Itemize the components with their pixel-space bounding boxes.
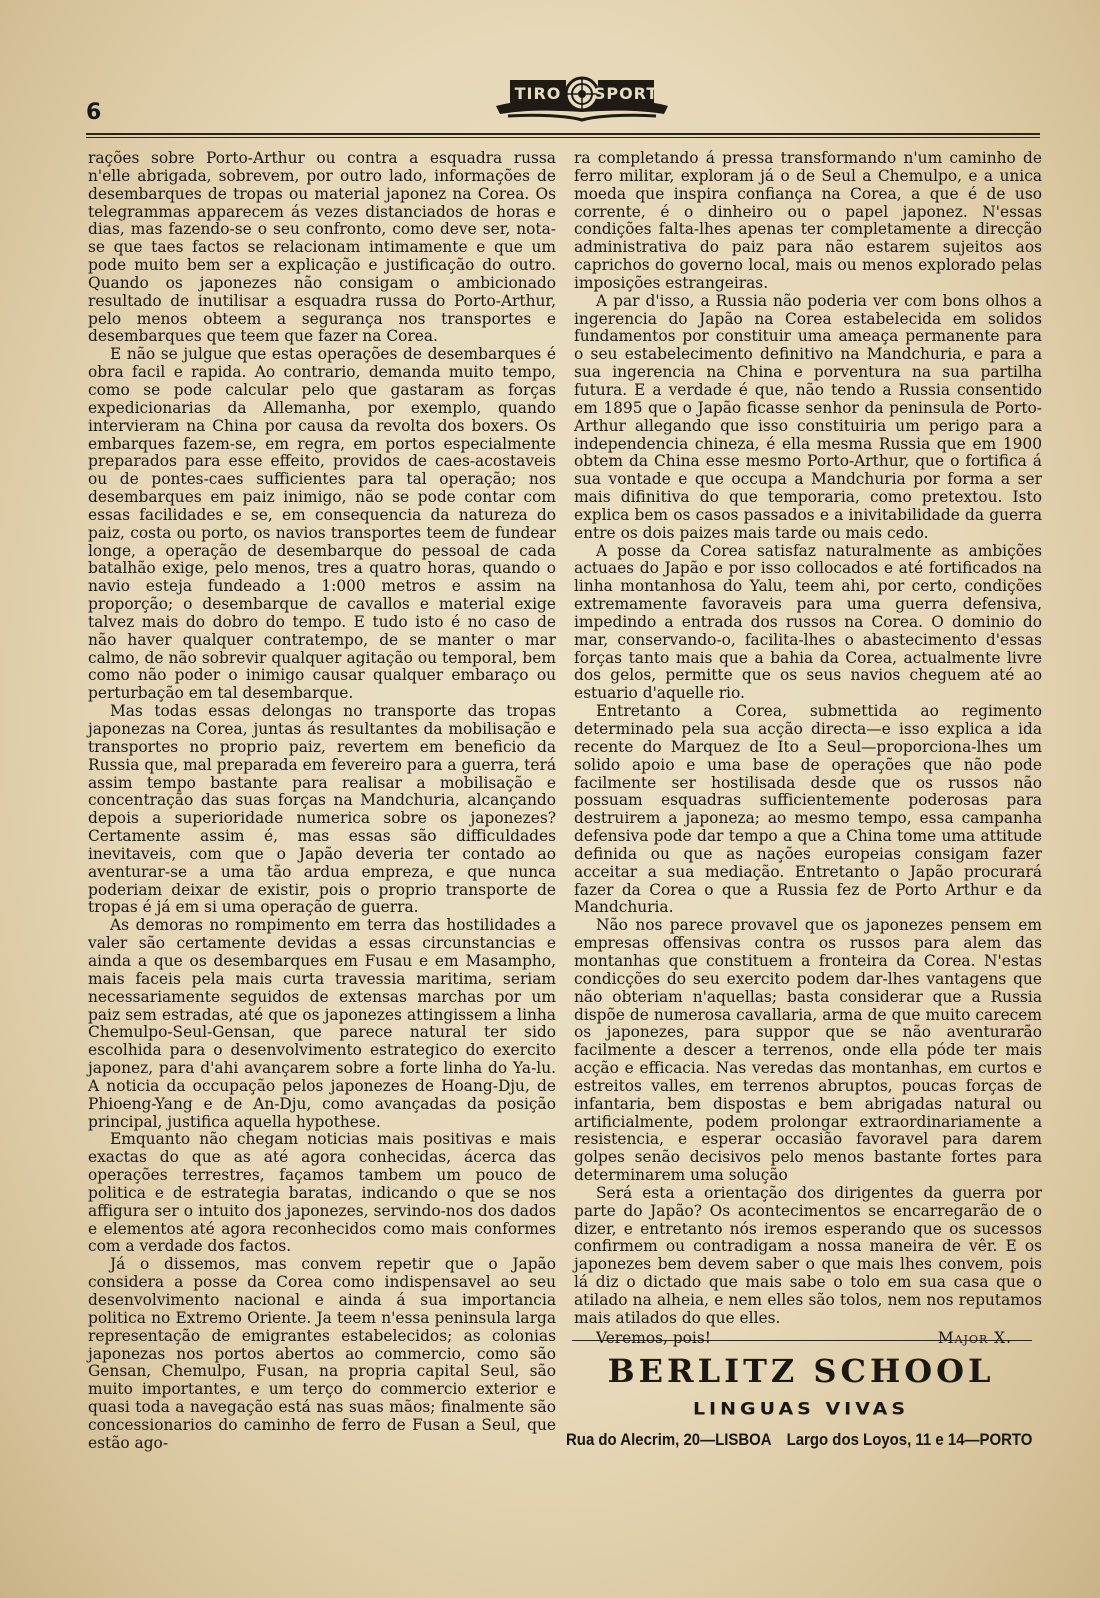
closing-line: Veremos, pois! xyxy=(596,1328,711,1347)
paragraph: Não nos parece provavel que os japonezes pensem em empresas offensivas contra os russos para alem das montanhas que constituem a fronteira da Corea. N'estas condicções do seu exercito podem dar-lhes vantagens que não obteriam n'aquellas; basta considerar que a Russia dispõe de numerosa cavallaria, arma de que muito carecem os japonezes, para suppor que se não aventurarão facilmente a descer a terrenos, onde ella póde ter mais acção e efficacia. Nas veredas das montanhas, em curtos e estreitos valles, em terrenos abruptos, poucas forças de infantaria, bem dispostas e bem abrigadas natural ou artificialmente, podem prolongar extraordinariamente a resistencia, e esperar occasião favoravel para darem golpes senão decisivos pelo menos bastante fortes para determinarem uma solução xyxy=(574,916,1042,1185)
paragraph: A par d'isso, a Russia não poderia ver com bons olhos a ingerencia do Japão na Corea estabelecida em solidos fundamentos por constituir uma ameaça permanente para o seu estabelecimento definitivo na Mandchuria, e para a sua ingerencia na China e porventura na sua partilha futura. E a verdade é que, não tendo a Russia consentido em 1895 que o Japão ficasse senhor da peninsula de Porto-Arthur allegando que isso constituiria um perigo para a independencia chineza, é ella mesma Russia que em 1900 obtem da China esse mesmo Porto-Arthur, que o fortifica á sua vontade e que occupa a Mandchuria por forma a ser mais difinitiva do que temporaria, como pretextou. Isto explica bem os casos passados e a inivitabilidade da guerra entre os dois paizes mais tarde ou mais cedo. xyxy=(574,291,1042,542)
advertisement-rule xyxy=(572,1340,1032,1341)
address-lisboa: Rua do Alecrim, 20—LISBOA xyxy=(566,1430,772,1449)
header-rule-thin xyxy=(86,137,1040,138)
svg-text:SPORT: SPORT xyxy=(593,84,659,103)
advertisement-addresses xyxy=(566,1430,1032,1450)
address-porto: Largo dos Loyos, 11 e 14—PORTO xyxy=(786,1430,1033,1449)
paragraph: E não se julgue que estas operações de desembarques é obra facil e rapida. Ao contrario, demanda muito tempo, como se pode calcular pelo que gastaram as forças expedicionarias da Allemanha, por exemplo, quando intervieram na China por causa da revolta dos boxers. Os embarques fazem-se, em regra, em portos especialmente preparados para esse effeito, providos de caes-acostaveis ou de pontes-caes sufficientes para tal operação; nos desembarques em paiz inimigo, não se pode contar com essas facilidades e se, em consequencia da natureza do paiz, costa ou porto, os navios transportes teem de fundear longe, a operação de desembarque do pessoal de cada batalhão exige, pelo menos, tres a quatro horas, quando o navio esteja fundeado a 1:000 metros e assim na proporção; o desembarque de cavallos e material exige talvez mais do dobro do tempo. E tudo isto é no caso de não haver qualquer contratempo, de se manter o mar calmo, de não sobrevir qualquer agitação ou temporal, bem como não poder o inimigo causar qualquer embaraço ou perturbação em tal desembarque. xyxy=(88,345,556,703)
paragraph: As demoras no rompimento em terra das hostilidades a valer são certamente devidas a essas circunstancias e ainda a que os desembarques em Fusau e em Masampho, mais faceis pela mais curta travessia maritima, seriam necessariamente seguidos de extensas marchas por um paiz sem estradas, até que os japonezes attingissem a linha Chemulpo-Seul-Gensan, que parece natural ter sido escolhida para o desenvolvimento estrategico do exercito japonez, para d'ahi avançarem sobre a forte linha do Ya-lu. A noticia da occupação pelos japonezes de Hoang-Dju, de Phioeng-Yang e de An-Dju, como avançadas da posição principal, justifica aquella hypothese. xyxy=(88,916,556,1131)
article-left-column xyxy=(88,150,556,1453)
page-number: 6 xyxy=(86,100,103,125)
masthead-logo xyxy=(488,70,676,128)
advertisement-title: BERLITZ SCHOOL xyxy=(607,1352,995,1390)
svg-text:TIRO: TIRO xyxy=(514,84,562,103)
paragraph: Será esta a orientação dos dirigentes da guerra por parte do Japão? Os acontecimentos se encarregarão de o dizer, e entretanto nós iremos esperando que os sucessos confirmem ou contradigam a nossa maneira de vêr. E os japonezes bem devem saber o que mais lhes convem, pois lá diz o dictado que mais sabe o tolo em sua casa que o atilado na alheia, e nem elles são tolos, nem nos reputamos mais atilados do que elles. xyxy=(574,1183,1042,1327)
logo-emblem-icon xyxy=(488,70,676,128)
header-rule xyxy=(86,133,1040,135)
article-closing xyxy=(574,1330,1042,1348)
paragraph: Já o dissemos, mas convem repetir que o Japão considera a posse da Corea como indispensavel ao seu desenvolvimento nacional e ainda á sua importancia politica no Extremo Oriente. Ja teem n'essa peninsula larga representação de emigrantes estabelecidos; as colonias japonezas nos portos abertos ao commercio, como são Gensan, Chemulpo, Fusan, na propria capital Seul, são muito importantes, e um terço do commercio exterior e quasi toda a navegação está nas suas mãos; finalmente são concessionarios do caminho de ferro de Fusan a Seul, que estão ago- xyxy=(88,1255,556,1452)
advertisement-subtitle: LINGUAS VIVAS xyxy=(692,1399,910,1419)
paragraph: rações sobre Porto-Arthur ou contra a esquadra russa n'elle abrigada, sobrevem, por outro lado, informações de desembarques de tropas ou material japonez na Corea. Os telegrammas apparecem ás vezes distanciados de horas e dias, mas fazendo-se o seu confronto, como deve ser, nota-se que taes factos se relacionam intimamente e que um pode muito bem ser a explicação e justificação do outro. Quando os japonezes não consigam o ambicionado resultado de inutilisar a esquadra russa do Porto-Arthur, pelo menos obteem a segurança nos transportes e desembarques que teem que fazer na Corea. xyxy=(88,149,556,346)
paragraph: Emquanto não chegam noticias mais positivas e mais exactas do que as até agora conhecidas, ácerca das operações terrestres, façamos tambem um pouco de politica e de estrategia baratas, indicando o que se nos affigura ser o intuito dos japonezes, servindo-nos dos dados e elementos até agora reconhecidos como mais conformes com a verdade dos factos. xyxy=(88,1130,556,1256)
paragraph: A posse da Corea satisfaz naturalmente as ambições actuaes do Japão e por isso collocados e até fortificados na linha montanhosa do Yalu, teem ahi, por certo, condições extremamente favoraveis para uma guerra defensiva, impedindo a entrada dos russos na Corea. O dominio do mar, conservando-o, facilita-lhes o abastecimento d'essas forças tanto mais que a bahia da Corea, actualmente livre dos gelos, permitte que os seus navios cheguem até ao estuario d'aquelle rio. xyxy=(574,541,1042,703)
article-right-column xyxy=(574,150,1042,1348)
paragraph: Entretanto a Corea, submettida ao regimento determinado pela sua acção directa—e isso explica a ida recente do Marquez de Ito a Seul—proporciona-lhes um solido apoio e uma base de operações que não pode facilmente ser hostilisada desde que os russos não possuam esquadras sufficientemente poderosas para destruirem a japoneza; ao mesmo tempo, essa campanha defensiva pode dar tempo a que a China tome uma attitude definida ou que as nações europeias consigam fazer acceitar a sua mediação. Entretanto o Japão procurará fazer da Corea o que a Russia fez de Porto Arthur e da Mandchuria. xyxy=(574,702,1042,917)
paragraph: ra completando á pressa transformando n'um caminho de ferro militar, exploram já o de Seul a Chemulpo, e a unica moeda que inspira confiança na Corea, a que é de uso corrente, é o dinheiro ou o papel japonez. N'essas condições falta-lhes apenas ter completamente a direcção administrativa do paiz para não estarem sujeitos aos caprichos do governo local, mais ou menos explorado pelas imposições estrangeiras. xyxy=(574,149,1042,292)
author-signature: Major X. xyxy=(937,1328,1012,1347)
advertisement xyxy=(566,1352,1036,1450)
paragraph: Mas todas essas delongas no transporte das tropas japonezas na Corea, juntas ás resultantes da mobilisação e transportes no proprio paiz, revertem em beneficio da Russia que, mal preparada em fevereiro para a guerra, terá assim tempo bastante para realisar a mobilisação e concentração das suas forças na Mandchuria, alcançando depois a superioridade numerica sobre os japonezes? Certamente assim é, mas essas são difficuldades inevitaveis, com que o Japão deveria ter contado ao aventurar-se a uma tão ardua empreza, e que nunca poderiam deixar de existir, pois o proprio transporte de tropas é já em si uma operação de guerra. xyxy=(88,702,556,917)
